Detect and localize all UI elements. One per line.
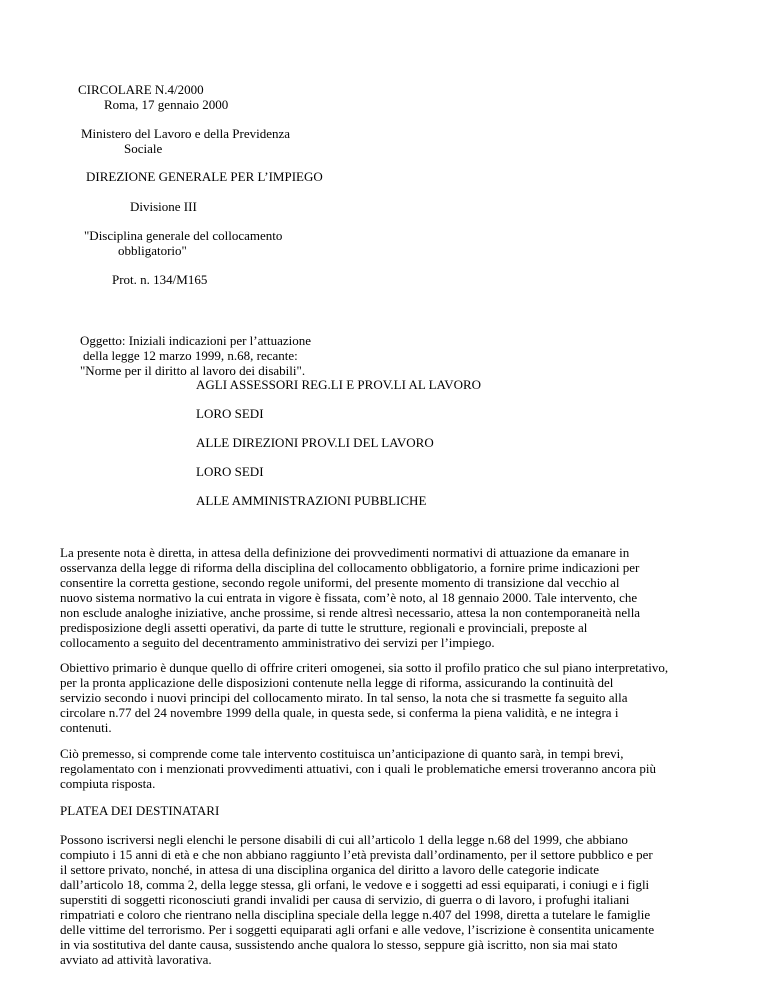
circolare-number: CIRCOLARE N.4/2000 <box>78 82 204 97</box>
text-line: osservanza della legge di riforma della disciplina del collocamento obbligatorio, a fornire prime indicazioni per <box>60 560 640 575</box>
ministry-line-1: Ministero del Lavoro e della Previdenza <box>81 126 291 141</box>
text-line: consentire la corretta gestione, secondo regole uniformi, del presente momento di transizione dal vecchio al <box>60 575 620 590</box>
discipline-line-2: obbligatorio" <box>118 243 187 258</box>
text-line: servizio secondo i nuovi principi del collocamento mirato. In tal senso, la nota che si trasmette fa seguito alla <box>60 690 628 705</box>
text-line: dall’articolo 18, comma 2, della legge stessa, gli orfani, le vedove e i soggetti ad essi equiparati, i coniugi e i figli <box>60 877 650 892</box>
text-line: compiuta risposta. <box>60 776 156 791</box>
text-line: superstiti di soggetti riconosciuti grandi invalidi per causa di servizio, di guerra o di lavoro, i profughi italiani <box>60 892 630 907</box>
place-date: Roma, 17 gennaio 2000 <box>104 97 229 112</box>
text-line: predisposizione degli assetti operativi, da parte di tutte le strutture, regionali e provinciali, preposte al <box>60 620 588 635</box>
section-heading: PLATEA DEI DESTINATARI <box>60 803 220 818</box>
text-line: compiuto i 15 anni di età e che non abbiano raggiunto l’età prevista dall’ordinamento, per il settore pubblico e per <box>60 847 653 862</box>
recipient-loro-sedi-1: LORO SEDI <box>196 406 264 421</box>
recipient-assessori: AGLI ASSESSORI REG.LI E PROV.LI AL LAVORO <box>196 377 482 392</box>
text-line: delle vittime del terrorismo. Per i soggetti equiparati agli orfani e alle vedove, l’iscrizione è consentita unicamente <box>60 922 655 937</box>
section-heading-platea <box>60 803 700 818</box>
recipient-amministrazioni: ALLE AMMINISTRAZIONI PUBBLICHE <box>196 493 427 508</box>
text-line: rimpatriati e coloro che rientrano nella disciplina speciale della legge n.407 del 1998, diretta a tutelare le famiglie <box>60 907 651 922</box>
text-line: per la pronta applicazione delle disposizioni contenute nella legge di riforma, assicurando la continuità del <box>60 675 614 690</box>
divisione-label: Divisione III <box>130 199 197 214</box>
protocol-number: Prot. n. 134/M165 <box>112 272 208 287</box>
body-paragraph-platea <box>60 832 700 967</box>
oggetto-line-1: Oggetto: Iniziali indicazioni per l’attuazione <box>80 333 312 348</box>
discipline-line-1: "Disciplina generale del collocamento <box>84 228 283 243</box>
text-line: non esclude analoghe iniziative, anche prossime, si rende altresì necessario, attesa la non contemporaneità nella <box>60 605 641 620</box>
text-line: Ciò premesso, si comprende come tale intervento costituisca un’anticipazione di quanto sarà, in tempi brevi, <box>60 746 624 761</box>
text-line: contenuti. <box>60 720 112 735</box>
text-line: in via sostitutiva del dante causa, sussistendo anche qualora lo stesso, seppure già iscritto, non sia mai stato <box>60 937 618 952</box>
oggetto-line-3: "Norme per il diritto al lavoro dei disabili". <box>80 363 306 378</box>
oggetto-line-2: della legge 12 marzo 1999, n.68, recante: <box>83 348 298 363</box>
text-line: nuovo sistema normativo la cui entrata in vigore è fissata, com’è noto, al 18 gennaio 2000. Tale intervento, che <box>60 590 638 605</box>
ministry-line-2: Sociale <box>124 141 163 156</box>
body-paragraph-obiettivo <box>60 660 700 735</box>
text-line: La presente nota è diretta, in attesa della definizione dei provvedimenti normativi di attuazione da emanare in <box>60 545 630 560</box>
text-line: il settore privato, nonché, in attesa di una disciplina organica del diritto a lavoro delle categorie indicate <box>60 862 600 877</box>
text-line: regolamentato con i menzionati provvedimenti attuativi, con i quali le problematiche emersi troveranno ancora più <box>60 761 656 776</box>
body-paragraph-premesso <box>60 746 700 791</box>
body-paragraph-intro <box>60 545 700 650</box>
text-line: Possono iscriversi negli elenchi le persone disabili di cui all’articolo 1 della legge n.68 del 1999, che abbiano <box>60 832 628 847</box>
recipient-direzioni: ALLE DIREZIONI PROV.LI DEL LAVORO <box>196 435 434 450</box>
text-line: avviato ad attività lavorativa. <box>60 952 212 967</box>
text-line: collocamento a seguito del decentramento amministrativo dei servizi per l’impiego. <box>60 635 495 650</box>
recipient-loro-sedi-2: LORO SEDI <box>196 464 264 479</box>
text-line: Obiettivo primario è dunque quello di offrire criteri omogenei, sia sotto il profilo pratico che sul piano interpretativo, <box>60 660 669 675</box>
text-line: circolare n.77 del 24 novembre 1999 della quale, in questa sede, si conferma la piena validità, e ne integra i <box>60 705 619 720</box>
direzione-heading: DIREZIONE GENERALE PER L’IMPIEGO <box>86 169 323 184</box>
